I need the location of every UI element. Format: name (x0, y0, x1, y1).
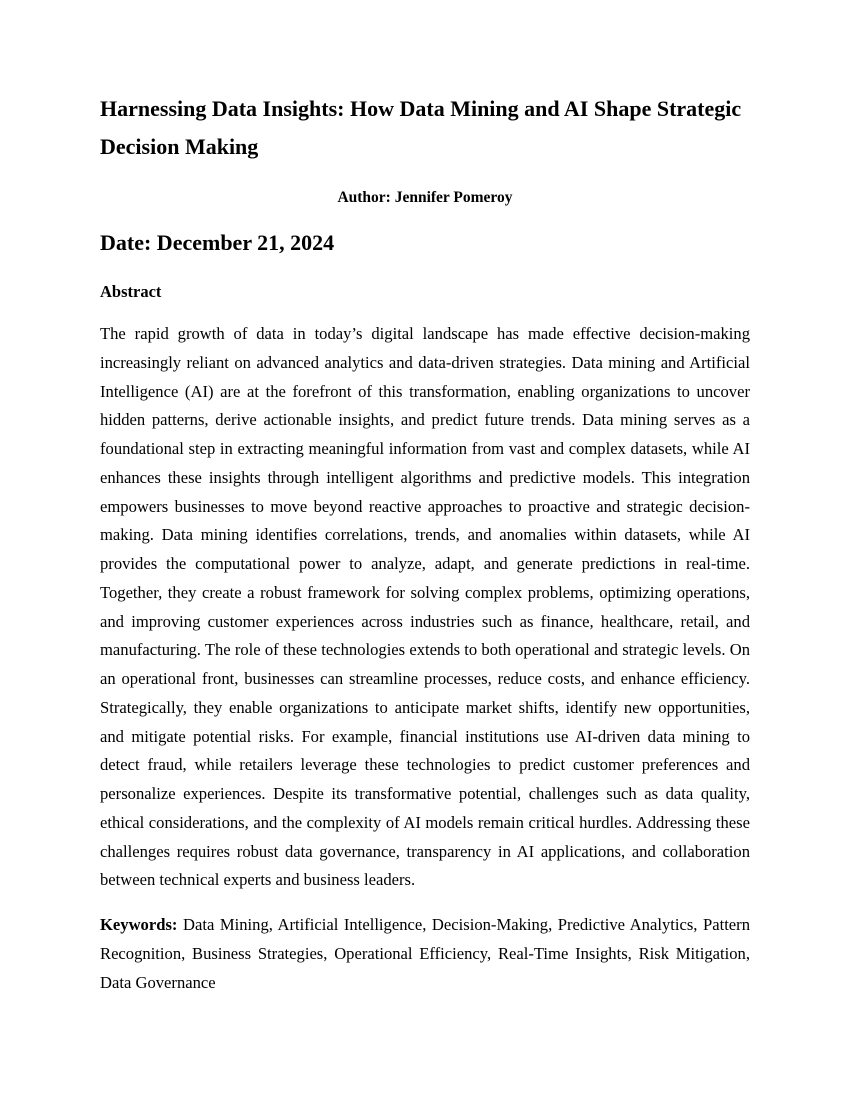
keywords-label: Keywords: (100, 915, 178, 934)
author-line: Author: Jennifer Pomeroy (337, 189, 513, 206)
abstract-body: The rapid growth of data in today’s digital landscape has made effective decision-making increasingly reliant on advanced analytics and data-driven strategies. Data mining and Artificial Intelligence (AI) are at the forefront of this transformation, enabling organizations to uncover hidden patterns, derive actionable insights, and predict future trends. Data mining serves as a foundational step in extracting meaningful information from vast and complex datasets, while AI enhances these insights through intelligent algorithms and predictive models. This integration empowers businesses to move beyond reactive approaches to proactive and strategic decision-making. Data mining identifies correlations, trends, and anomalies within datasets, while AI provides the computational power to analyze, adapt, and generate predictions in real-time. Together, they create a robust framework for solving complex problems, optimizing operations, and improving customer experiences across industries such as finance, healthcare, retail, and manufacturing. The role of these technologies extends to both operational and strategic levels. On an operational front, businesses can streamline processes, reduce costs, and enhance efficiency. Strategically, they enable organizations to anticipate market shifts, identify new opportunities, and mitigate potential risks. For example, financial institutions use AI-driven data mining to detect fraud, while retailers leverage these technologies to predict customer preferences and personalize experiences. Despite its transformative potential, challenges such as data quality, ethical considerations, and the complexity of AI models remain critical hurdles. Addressing these challenges requires robust data governance, transparency in AI applications, and collaboration between technical experts and business leaders. (100, 324, 750, 890)
paper-title: Harnessing Data Insights: How Data Mining and AI Shape Strategic Decision Making (100, 96, 742, 159)
date-line: Date: December 21, 2024 (100, 230, 335, 255)
keywords-text: Data Mining, Artificial Intelligence, Decision-Making, Predictive Analytics, Pattern Recognition, Business Strategies, Operational Efficiency, Real-Time Insights, Risk Mitigation, Data Governance (100, 915, 750, 992)
keywords-paragraph (100, 911, 750, 997)
abstract-heading: Abstract (100, 282, 162, 301)
